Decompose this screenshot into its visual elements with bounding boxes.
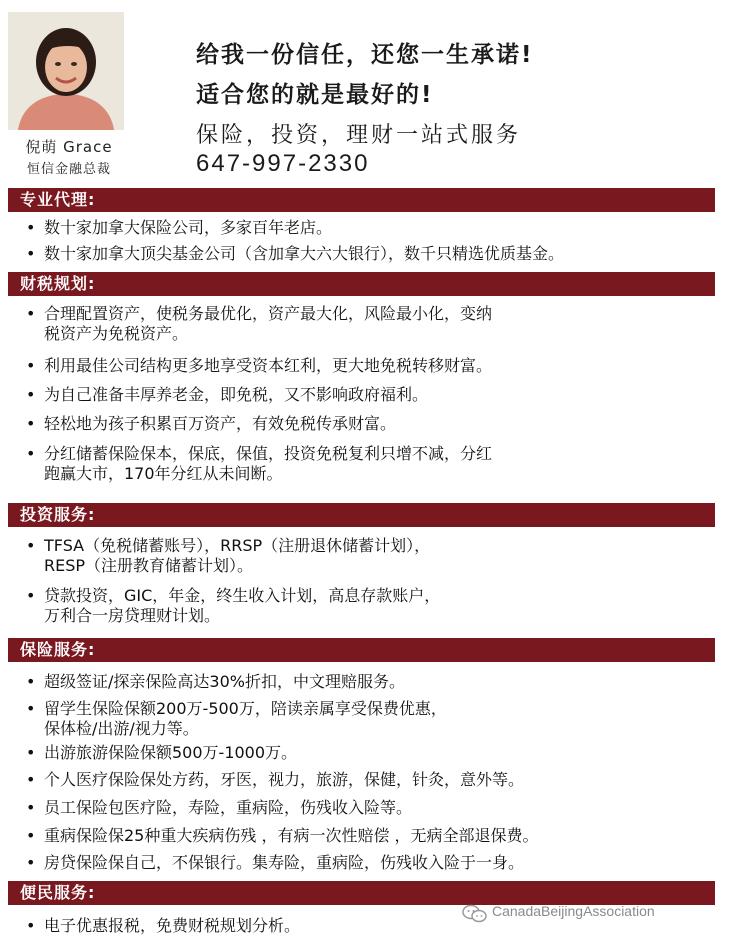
bullet-dot: • (26, 853, 36, 872)
watermark-text: CanadaBeijingAssociation (492, 903, 655, 919)
bullet-dot: • (26, 699, 36, 718)
section-header-invest: 投资服务: (8, 503, 715, 527)
slogan-trust: 给我一份信任，还您一生承诺! (196, 42, 534, 68)
wechat-icon (462, 904, 488, 924)
section-header-tax: 财税规划: (8, 272, 715, 296)
bullet-dot: • (26, 586, 36, 605)
bullet-dot: • (26, 826, 36, 845)
section-header-insurance: 保险服务: (8, 638, 715, 662)
bullet-dot: • (26, 414, 36, 433)
header (0, 0, 737, 188)
bullet-dot: • (26, 798, 36, 817)
bullet-dot: • (26, 385, 36, 404)
bullet-dot: • (26, 218, 36, 237)
phone-number[interactable]: 647-997-2330 (196, 150, 370, 177)
section-header-convenience: 便民服务: (8, 881, 715, 905)
slogan-services: 保险，投资，理财一站式服务 (196, 123, 522, 148)
profile-title: 恒信金融总裁 (26, 162, 111, 177)
bullet-dot: • (26, 444, 36, 463)
bullet-dot: • (26, 536, 36, 555)
bullet-dot: • (26, 356, 36, 375)
bullet-dot: • (26, 304, 36, 323)
bullet-dot: • (26, 672, 36, 691)
slogan-best: 适合您的就是最好的! (196, 82, 434, 108)
section-header-agency: 专业代理: (8, 188, 715, 212)
bullet-dot: • (26, 916, 36, 935)
bullet-dot: • (26, 743, 36, 762)
bullet-dot: • (26, 244, 36, 263)
bullet-dot: • (26, 770, 36, 789)
profile-photo (8, 12, 124, 130)
profile-name: 倪萌 Grace (25, 138, 113, 156)
